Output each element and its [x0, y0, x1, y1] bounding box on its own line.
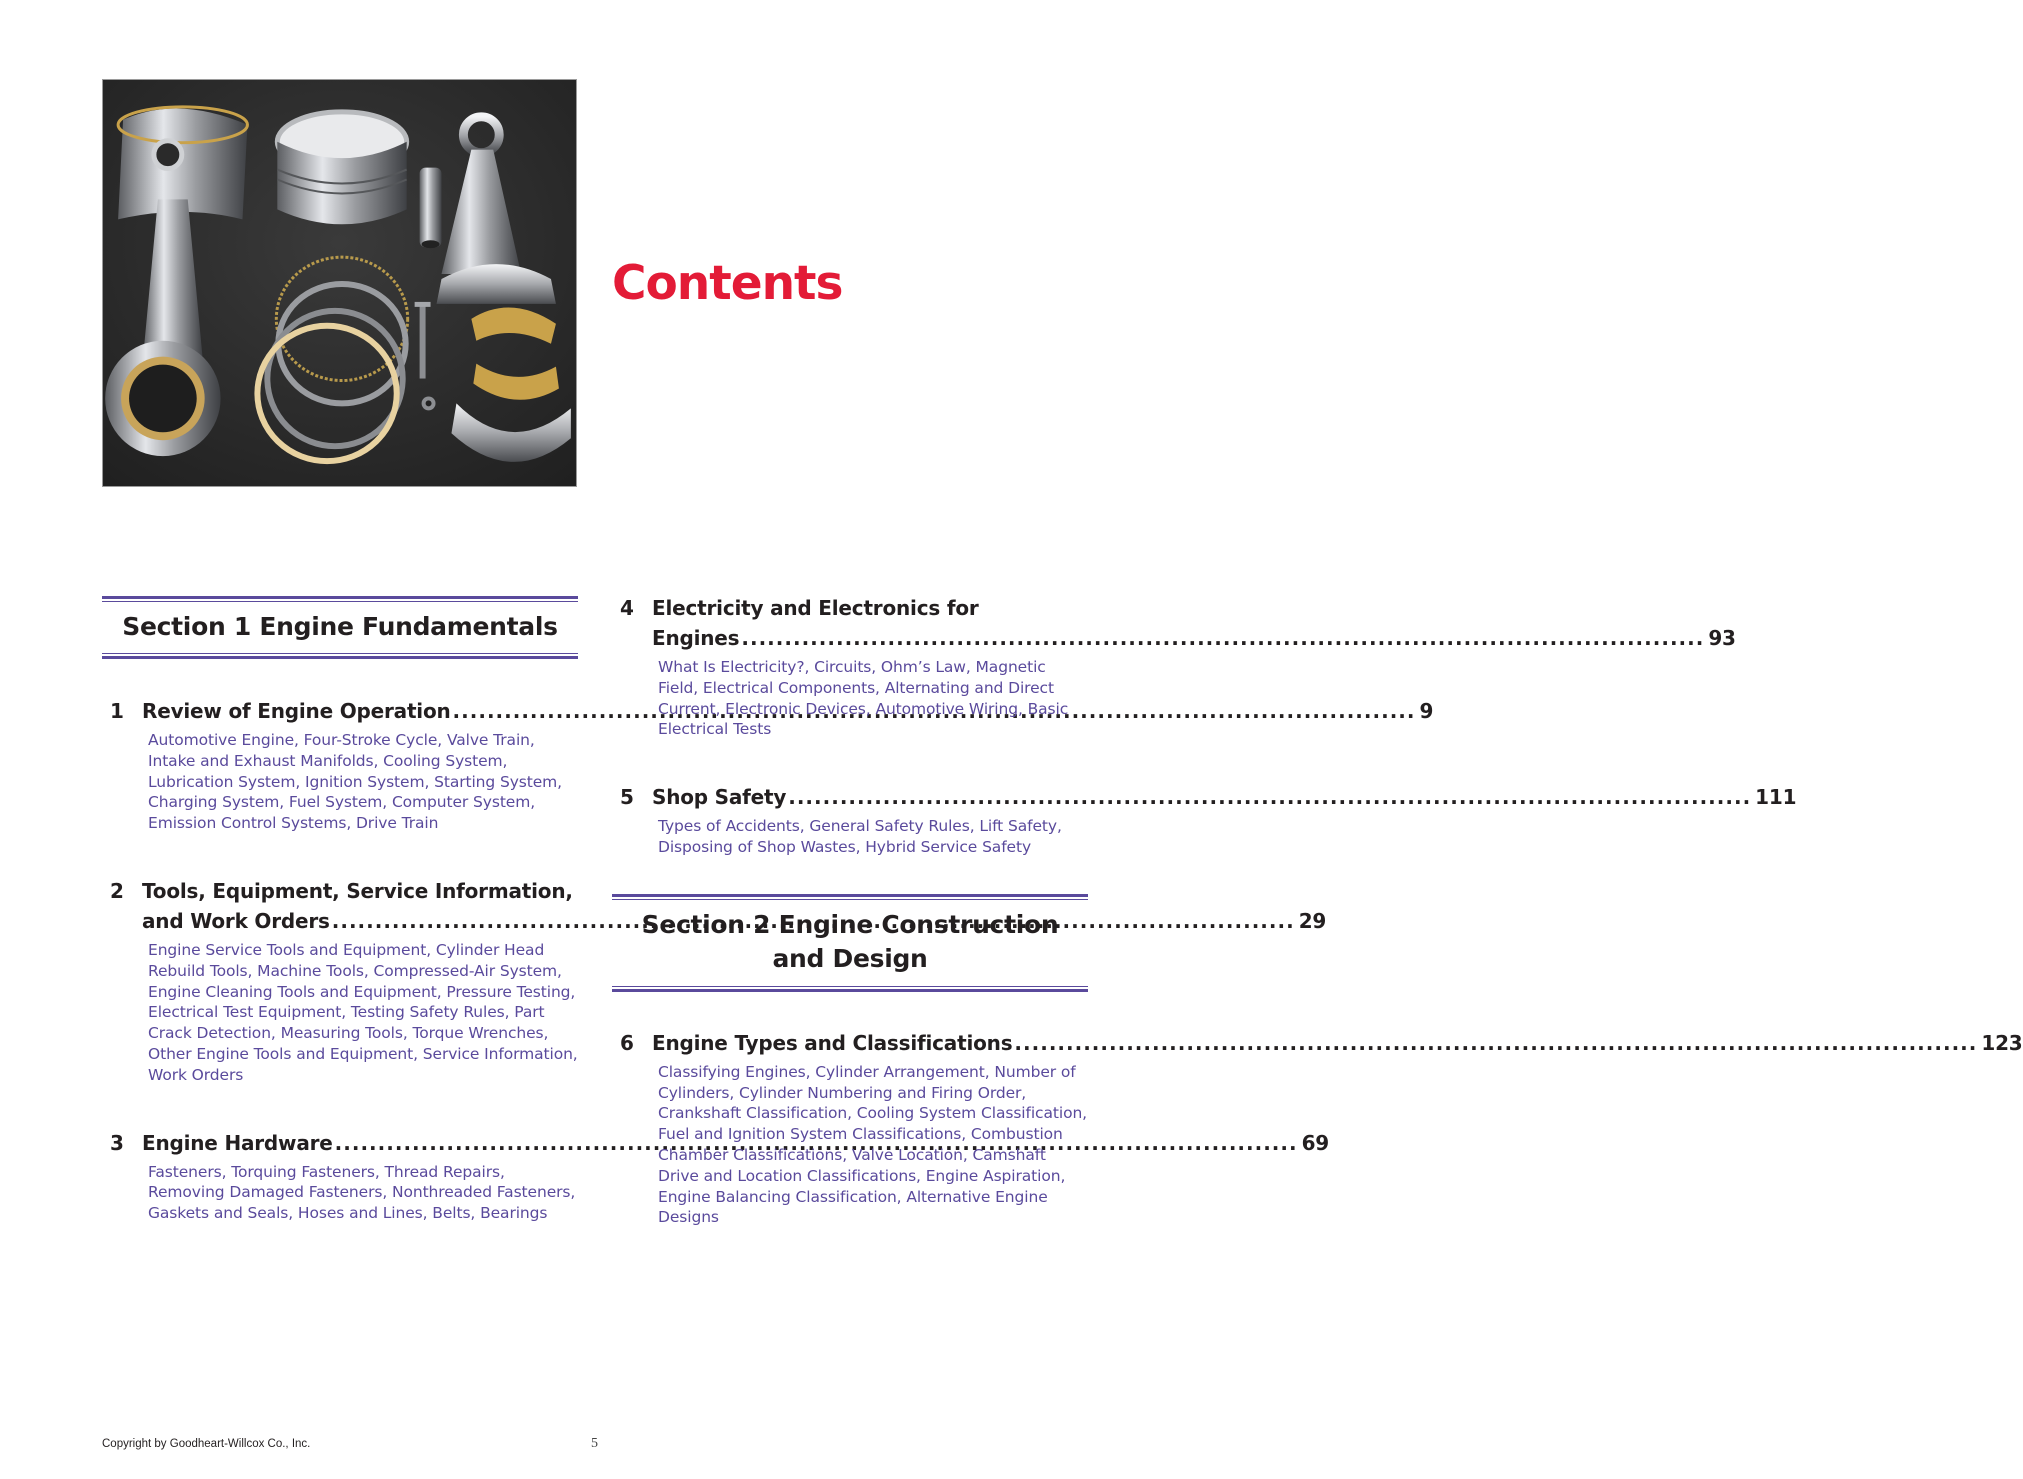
chapter-number: 6	[620, 1030, 634, 1055]
footer-copyright: Copyright by Goodheart-Willcox Co., Inc.	[102, 1438, 311, 1450]
hero-photo-engine-parts	[102, 79, 577, 487]
dot-leader	[1014, 1028, 1977, 1058]
dot-leader	[788, 782, 1751, 812]
chapter-number: 3	[110, 1130, 124, 1155]
chapter-title-line-2: Engines	[652, 626, 740, 650]
section-1-header	[102, 596, 578, 659]
chapter-heading	[102, 1128, 1330, 1158]
chapter-title: Review of Engine Operation	[142, 699, 451, 723]
chapter-number: 1	[110, 699, 124, 723]
section-1-title: Section 1 Engine Fundamentals	[122, 612, 558, 641]
chapter-number-spacer	[102, 906, 142, 936]
chapter-number: 2	[110, 878, 124, 903]
chapter-title-line-2: and Work Orders	[142, 908, 330, 933]
chapter-topics: What Is Electricity?, Circuits, Ohm’s Law, Magnetic Field, Electrical Components, Alternating and Direct Current, Electronic Devices, Automotive Wiring, Basic Electrical Tests	[658, 658, 1069, 739]
chapter-page-number: 9	[1419, 699, 1434, 723]
chapter-title: Engine Types and Classifications	[652, 1030, 1013, 1055]
double-rule-bottom	[102, 653, 578, 659]
chapter-topics: Fasteners, Torquing Fasteners, Thread Repairs, Removing Damaged Fasteners, Nonthreaded Fasteners, Gaskets and Seals, Hoses and Lines, Belts, Bearings	[148, 1162, 576, 1223]
toc-entry-chapter-5[interactable]	[612, 782, 1797, 858]
chapter-topics: Types of Accidents, General Safety Rules, Lift Safety, Disposing of Shop Wastes, Hybrid Service Safety	[658, 817, 1062, 856]
chapter-title: Shop Safety	[652, 785, 787, 810]
section-2-title-line-2: and Design	[772, 943, 928, 973]
chapter-number-spacer	[612, 623, 652, 653]
chapter-heading	[612, 782, 1797, 812]
chapter-title-line-1: Tools, Equipment, Service Information,	[142, 878, 573, 903]
chapter-page-number: 111	[1755, 785, 1797, 810]
chapter-heading	[102, 876, 578, 906]
chapter-page-number: 123	[1981, 1030, 2023, 1055]
section-2-header	[612, 894, 1088, 992]
chapter-heading	[612, 593, 1088, 623]
chapter-number: 4	[620, 596, 634, 620]
chapter-title-line-1: Electricity and Electronics for	[652, 596, 979, 620]
chapter-page-number: 29	[1298, 908, 1327, 933]
chapter-title-line	[652, 1028, 2023, 1058]
section-2-title	[612, 900, 1088, 986]
double-rule-bottom	[612, 986, 1088, 992]
chapter-title: Engine Hardware	[142, 1130, 333, 1155]
chapter-topics: Automotive Engine, Four-Stroke Cycle, Valve Train, Intake and Exhaust Manifolds, Cooling System, Lubrication System, Ignition System, Starting System, Charging System, Fuel System, Computer System, Emission Control Systems, Drive Train	[148, 731, 562, 833]
chapter-number: 5	[620, 785, 634, 810]
chapter-heading-continued	[612, 623, 1736, 653]
chapter-topics: Engine Service Tools and Equipment, Cylinder Head Rebuild Tools, Machine Tools, Compressed-Air System, Engine Cleaning Tools and Equipment, Pressure Testing, Electrical Test Equipment, Testing Safety Rules, Part Crack Detection, Measuring Tools, Torque Wrenches, Other Engine Tools and Equipment, Service Information, Work Orders	[148, 940, 578, 1084]
toc-entry-chapter-4[interactable]	[612, 593, 1736, 740]
chapter-topics: Classifying Engines, Cylinder Arrangement, Number of Cylinders, Cylinder Numbering and Firing Order, Crankshaft Classification, Cooling System Classification, Fuel and Ignition System Classifications, Combustion Chamber Classifications, Valve Location, Camshaft Drive and Location Classifications, Engine Aspiration, Engine Balancing Classification, Alternative Engine Designs	[658, 1062, 1087, 1227]
chapter-heading	[612, 1028, 2023, 1058]
chapter-page-number: 69	[1301, 1130, 1330, 1155]
page-title: Contents	[612, 256, 843, 311]
footer-page-number: 5	[591, 1436, 598, 1451]
chapter-title-line	[652, 623, 1736, 653]
section-2-title-line-1: Section 2 Engine Construction	[641, 909, 1059, 939]
engine-parts-illustration	[103, 80, 576, 486]
chapter-title-line	[652, 782, 1797, 812]
chapter-heading	[102, 696, 1434, 726]
dot-leader	[741, 623, 1704, 653]
chapter-page-number: 93	[1708, 626, 1736, 650]
